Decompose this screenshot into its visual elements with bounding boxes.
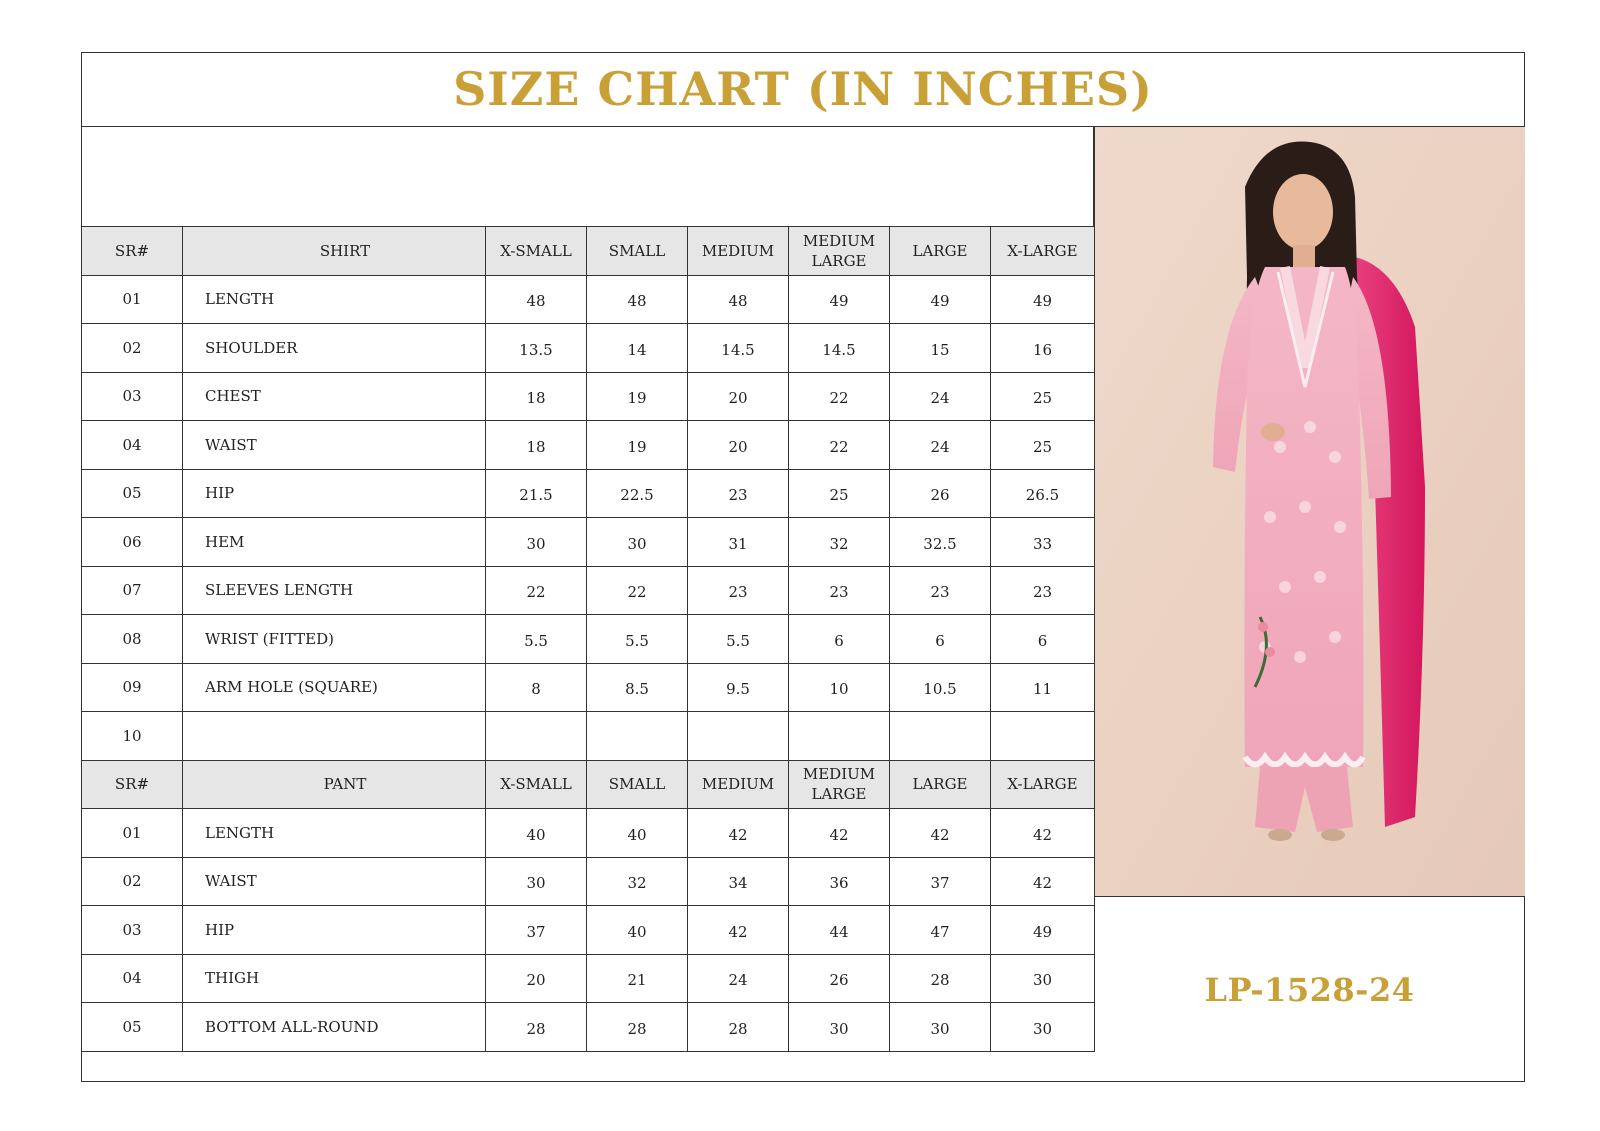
shirt-row <box>82 469 1095 518</box>
shirt-value-cell: 30 <box>486 518 587 567</box>
shirt-value-cell: 24 <box>890 421 991 470</box>
shirt-value-cell: 6 <box>890 615 991 664</box>
shirt-sr-cell: 09 <box>82 663 183 712</box>
pant-value-cell: 21 <box>587 954 688 1003</box>
shirt-row <box>82 663 1095 712</box>
pant-measurement-cell: WAIST <box>183 857 486 906</box>
shirt-measurement-cell: SLEEVES LENGTH <box>183 566 486 615</box>
shirt-sr-cell: 03 <box>82 372 183 421</box>
shirt-measurement-cell: HEM <box>183 518 486 567</box>
shirt-row <box>82 615 1095 664</box>
shirt-header-cell: X-LARGE <box>991 227 1095 276</box>
shirt-row <box>82 324 1095 373</box>
shirt-measurement-cell: WRIST (FITTED) <box>183 615 486 664</box>
shirt-measurement-cell: CHEST <box>183 372 486 421</box>
pant-value-cell: 42 <box>991 857 1095 906</box>
product-code: LP-1528-24 <box>1204 970 1415 1009</box>
shirt-value-cell: 26.5 <box>991 469 1095 518</box>
pant-measurement-cell: LENGTH <box>183 809 486 858</box>
size-table-wrap <box>81 226 1094 1052</box>
shirt-value-cell: 5.5 <box>486 615 587 664</box>
shirt-value-cell: 33 <box>991 518 1095 567</box>
shirt-value-cell: 24 <box>890 372 991 421</box>
shirt-value-cell: 6 <box>789 615 890 664</box>
pant-measurement-cell: HIP <box>183 906 486 955</box>
shirt-header-cell: SHIRT <box>183 227 486 276</box>
shirt-header-cell: X-SMALL <box>486 227 587 276</box>
shirt-value-cell: 8.5 <box>587 663 688 712</box>
shirt-value-cell <box>688 712 789 761</box>
shirt-value-cell: 48 <box>486 275 587 324</box>
pant-value-cell: 36 <box>789 857 890 906</box>
shirt-row <box>82 712 1095 761</box>
shirt-value-cell: 18 <box>486 421 587 470</box>
shirt-value-cell: 8 <box>486 663 587 712</box>
shirt-value-cell: 22 <box>486 566 587 615</box>
shirt-value-cell <box>486 712 587 761</box>
shirt-value-cell: 6 <box>991 615 1095 664</box>
pant-header-row <box>82 760 1095 809</box>
pant-value-cell: 30 <box>486 857 587 906</box>
shirt-value-cell: 22 <box>789 372 890 421</box>
shirt-value-cell <box>789 712 890 761</box>
shirt-value-cell: 11 <box>991 663 1095 712</box>
pant-value-cell: 37 <box>486 906 587 955</box>
pant-value-cell: 26 <box>789 954 890 1003</box>
shirt-value-cell: 22.5 <box>587 469 688 518</box>
shirt-row <box>82 566 1095 615</box>
pant-value-cell: 42 <box>991 809 1095 858</box>
shirt-value-cell: 23 <box>688 469 789 518</box>
shirt-row <box>82 372 1095 421</box>
shirt-measurement-cell: LENGTH <box>183 275 486 324</box>
pant-value-cell: 40 <box>587 809 688 858</box>
shirt-value-cell: 25 <box>789 469 890 518</box>
shirt-value-cell: 10.5 <box>890 663 991 712</box>
pant-row <box>82 906 1095 955</box>
shirt-value-cell <box>991 712 1095 761</box>
title-bar <box>81 52 1525 127</box>
pant-header-cell: MEDIUM LARGE <box>789 760 890 809</box>
shirt-sr-cell: 07 <box>82 566 183 615</box>
pant-header-cell: X-LARGE <box>991 760 1095 809</box>
shirt-value-cell: 15 <box>890 324 991 373</box>
shirt-header-row <box>82 227 1095 276</box>
shirt-value-cell: 16 <box>991 324 1095 373</box>
pant-value-cell: 40 <box>486 809 587 858</box>
shirt-value-cell: 26 <box>890 469 991 518</box>
shirt-value-cell: 18 <box>486 372 587 421</box>
shirt-sr-cell: 01 <box>82 275 183 324</box>
shirt-row <box>82 421 1095 470</box>
pant-row <box>82 809 1095 858</box>
shirt-value-cell: 13.5 <box>486 324 587 373</box>
pant-value-cell: 49 <box>991 906 1095 955</box>
pant-header-cell: SMALL <box>587 760 688 809</box>
shirt-value-cell: 32.5 <box>890 518 991 567</box>
shirt-header-cell: SMALL <box>587 227 688 276</box>
shirt-value-cell <box>587 712 688 761</box>
shirt-value-cell: 23 <box>991 566 1095 615</box>
shirt-value-cell: 10 <box>789 663 890 712</box>
shirt-measurement-cell <box>183 712 486 761</box>
pant-header-cell: X-SMALL <box>486 760 587 809</box>
shirt-measurement-cell: WAIST <box>183 421 486 470</box>
shirt-value-cell: 20 <box>688 421 789 470</box>
shirt-header-cell: SR# <box>82 227 183 276</box>
size-table-body <box>82 227 1095 1052</box>
pant-value-cell: 28 <box>890 954 991 1003</box>
pant-sr-cell: 05 <box>82 1003 183 1052</box>
shirt-value-cell: 23 <box>890 566 991 615</box>
shirt-measurement-cell: ARM HOLE (SQUARE) <box>183 663 486 712</box>
page-title: SIZE CHART (IN INCHES) <box>453 62 1153 116</box>
shirt-value-cell: 23 <box>688 566 789 615</box>
shirt-value-cell: 23 <box>789 566 890 615</box>
shirt-header-cell: MEDIUM <box>688 227 789 276</box>
pant-value-cell: 32 <box>587 857 688 906</box>
pant-value-cell: 30 <box>991 954 1095 1003</box>
pant-header-cell: LARGE <box>890 760 991 809</box>
pant-header-cell: SR# <box>82 760 183 809</box>
shirt-sr-cell: 02 <box>82 324 183 373</box>
shirt-value-cell: 49 <box>789 275 890 324</box>
pant-value-cell: 42 <box>688 809 789 858</box>
shirt-value-cell: 14.5 <box>789 324 890 373</box>
pant-sr-cell: 04 <box>82 954 183 1003</box>
shirt-row <box>82 518 1095 567</box>
shirt-measurement-cell: SHOULDER <box>183 324 486 373</box>
pant-value-cell: 42 <box>789 809 890 858</box>
pant-value-cell: 28 <box>486 1003 587 1052</box>
blank-header-area <box>81 127 1094 226</box>
product-code-box <box>1094 897 1525 1082</box>
pant-row <box>82 857 1095 906</box>
pant-value-cell: 28 <box>587 1003 688 1052</box>
shirt-value-cell: 22 <box>789 421 890 470</box>
shirt-sr-cell: 10 <box>82 712 183 761</box>
pant-value-cell: 30 <box>890 1003 991 1052</box>
pant-sr-cell: 01 <box>82 809 183 858</box>
shirt-sr-cell: 05 <box>82 469 183 518</box>
pant-value-cell: 40 <box>587 906 688 955</box>
shirt-value-cell: 32 <box>789 518 890 567</box>
pant-measurement-cell: THIGH <box>183 954 486 1003</box>
pant-row <box>82 954 1095 1003</box>
shirt-value-cell: 20 <box>688 372 789 421</box>
shirt-value-cell: 5.5 <box>688 615 789 664</box>
shirt-value-cell: 49 <box>991 275 1095 324</box>
shirt-row <box>82 275 1095 324</box>
pant-value-cell: 44 <box>789 906 890 955</box>
shirt-measurement-cell: HIP <box>183 469 486 518</box>
shirt-value-cell: 21.5 <box>486 469 587 518</box>
shirt-value-cell: 14.5 <box>688 324 789 373</box>
shirt-header-cell: LARGE <box>890 227 991 276</box>
shirt-value-cell: 19 <box>587 372 688 421</box>
shirt-value-cell: 30 <box>587 518 688 567</box>
pant-sr-cell: 03 <box>82 906 183 955</box>
model-photo-icon <box>1095 127 1525 897</box>
pant-sr-cell: 02 <box>82 857 183 906</box>
pant-measurement-cell: BOTTOM ALL-ROUND <box>183 1003 486 1052</box>
shirt-value-cell: 19 <box>587 421 688 470</box>
pant-value-cell: 28 <box>688 1003 789 1052</box>
shirt-value-cell: 25 <box>991 421 1095 470</box>
pant-value-cell: 47 <box>890 906 991 955</box>
shirt-value-cell: 49 <box>890 275 991 324</box>
shirt-value-cell: 48 <box>688 275 789 324</box>
shirt-value-cell: 9.5 <box>688 663 789 712</box>
shirt-value-cell: 14 <box>587 324 688 373</box>
shirt-header-cell: MEDIUM LARGE <box>789 227 890 276</box>
model-photo <box>1094 127 1525 897</box>
shirt-sr-cell: 04 <box>82 421 183 470</box>
pant-header-cell: PANT <box>183 760 486 809</box>
pant-value-cell: 30 <box>991 1003 1095 1052</box>
pant-value-cell: 34 <box>688 857 789 906</box>
pant-value-cell: 42 <box>688 906 789 955</box>
pant-value-cell: 42 <box>890 809 991 858</box>
pant-header-cell: MEDIUM <box>688 760 789 809</box>
pant-value-cell: 30 <box>789 1003 890 1052</box>
shirt-value-cell: 5.5 <box>587 615 688 664</box>
pant-row <box>82 1003 1095 1052</box>
shirt-value-cell: 31 <box>688 518 789 567</box>
shirt-sr-cell: 08 <box>82 615 183 664</box>
size-table <box>81 226 1095 1052</box>
shirt-value-cell: 22 <box>587 566 688 615</box>
shirt-sr-cell: 06 <box>82 518 183 567</box>
shirt-value-cell: 48 <box>587 275 688 324</box>
pant-value-cell: 37 <box>890 857 991 906</box>
shirt-value-cell: 25 <box>991 372 1095 421</box>
shirt-value-cell <box>890 712 991 761</box>
pant-value-cell: 20 <box>486 954 587 1003</box>
pant-value-cell: 24 <box>688 954 789 1003</box>
